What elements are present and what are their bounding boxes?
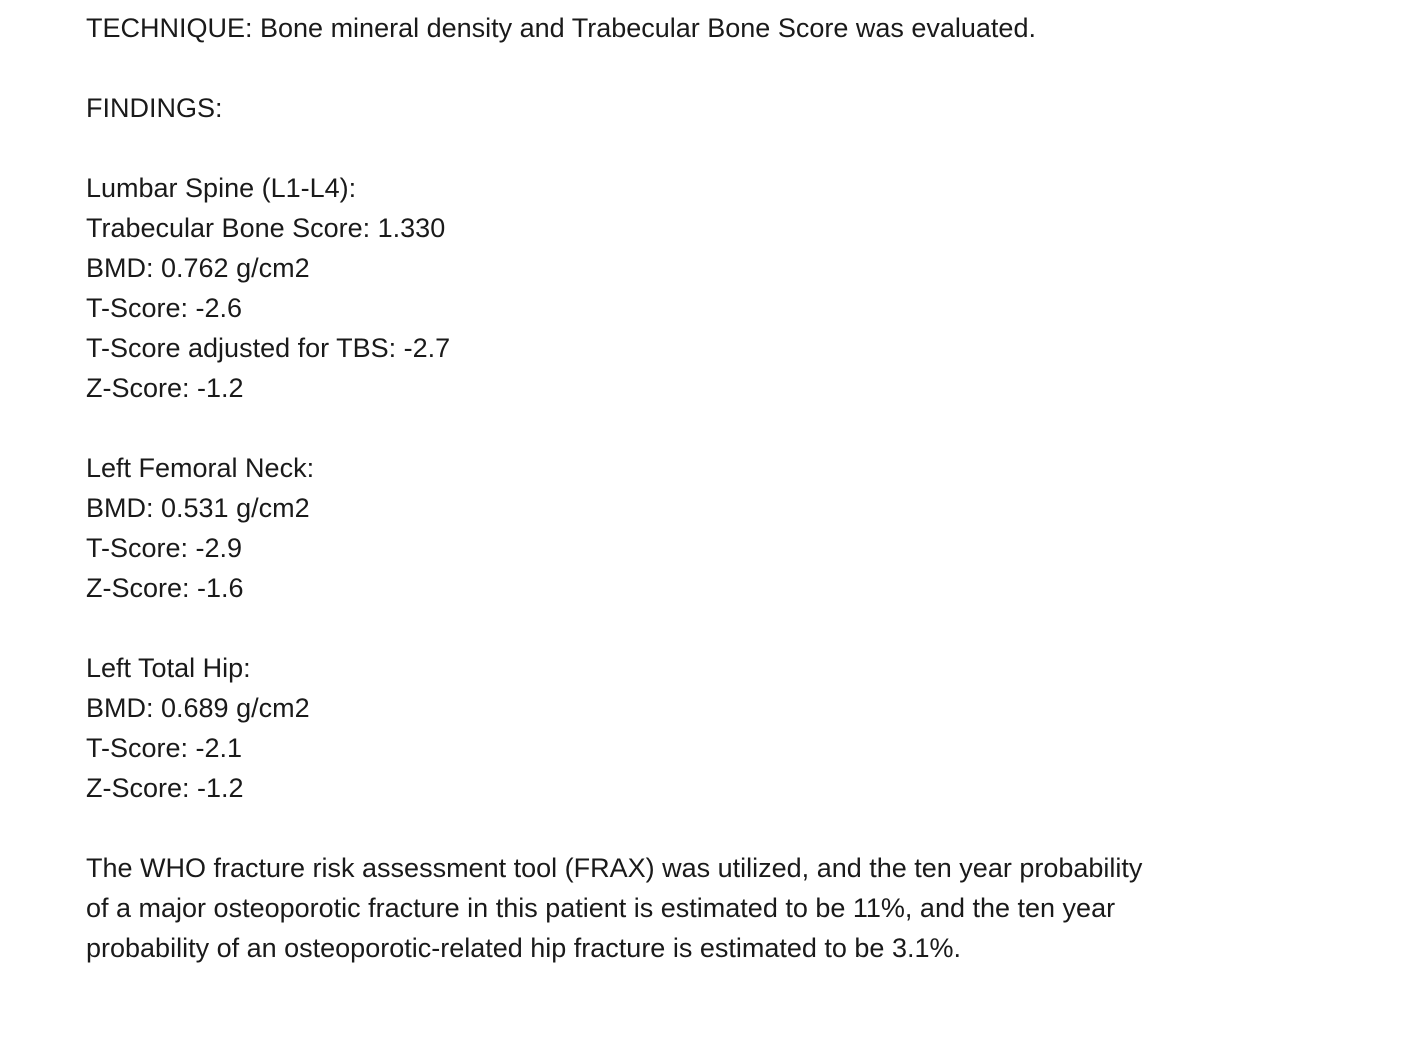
femoral-neck-heading: Left Femoral Neck:	[86, 453, 315, 483]
report-document	[86, 8, 1196, 968]
total-hip-bmd: BMD: 0.689 g/cm2	[86, 693, 310, 723]
femoral-neck-z-score: Z-Score: -1.6	[86, 573, 244, 603]
frax-line-1: The WHO fracture risk assessment tool (FRAX) was utilized, and the ten year probability	[86, 853, 1143, 883]
lumbar-z-score: Z-Score: -1.2	[86, 373, 244, 403]
lumbar-t-score: T-Score: -2.6	[86, 293, 243, 323]
lumbar-spine-section	[86, 168, 1196, 408]
total-hip-heading: Left Total Hip:	[86, 653, 251, 683]
total-hip-section	[86, 648, 1196, 808]
lumbar-t-score-tbs: T-Score adjusted for TBS: -2.7	[86, 333, 451, 363]
femoral-neck-t-score: T-Score: -2.9	[86, 533, 243, 563]
spacer	[86, 48, 1196, 88]
findings-heading: FINDINGS:	[86, 93, 223, 123]
frax-paragraph	[86, 848, 1196, 968]
technique-line: TECHNIQUE: Bone mineral density and Trabecular Bone Score was evaluated.	[86, 13, 1036, 43]
spacer	[86, 608, 1196, 648]
femoral-neck-section	[86, 448, 1196, 608]
spacer	[86, 408, 1196, 448]
femoral-neck-bmd: BMD: 0.531 g/cm2	[86, 493, 310, 523]
frax-line-3: probability of an osteoporotic-related hip fracture is estimated to be 3.1%.	[86, 933, 961, 963]
lumbar-tbs: Trabecular Bone Score: 1.330	[86, 213, 446, 243]
total-hip-t-score: T-Score: -2.1	[86, 733, 243, 763]
spacer	[86, 808, 1196, 848]
spacer	[86, 128, 1196, 168]
frax-line-2: of a major osteoporotic fracture in this patient is estimated to be 11%, and the ten year	[86, 893, 1116, 923]
total-hip-z-score: Z-Score: -1.2	[86, 773, 244, 803]
lumbar-bmd: BMD: 0.762 g/cm2	[86, 253, 310, 283]
lumbar-heading: Lumbar Spine (L1-L4):	[86, 173, 357, 203]
